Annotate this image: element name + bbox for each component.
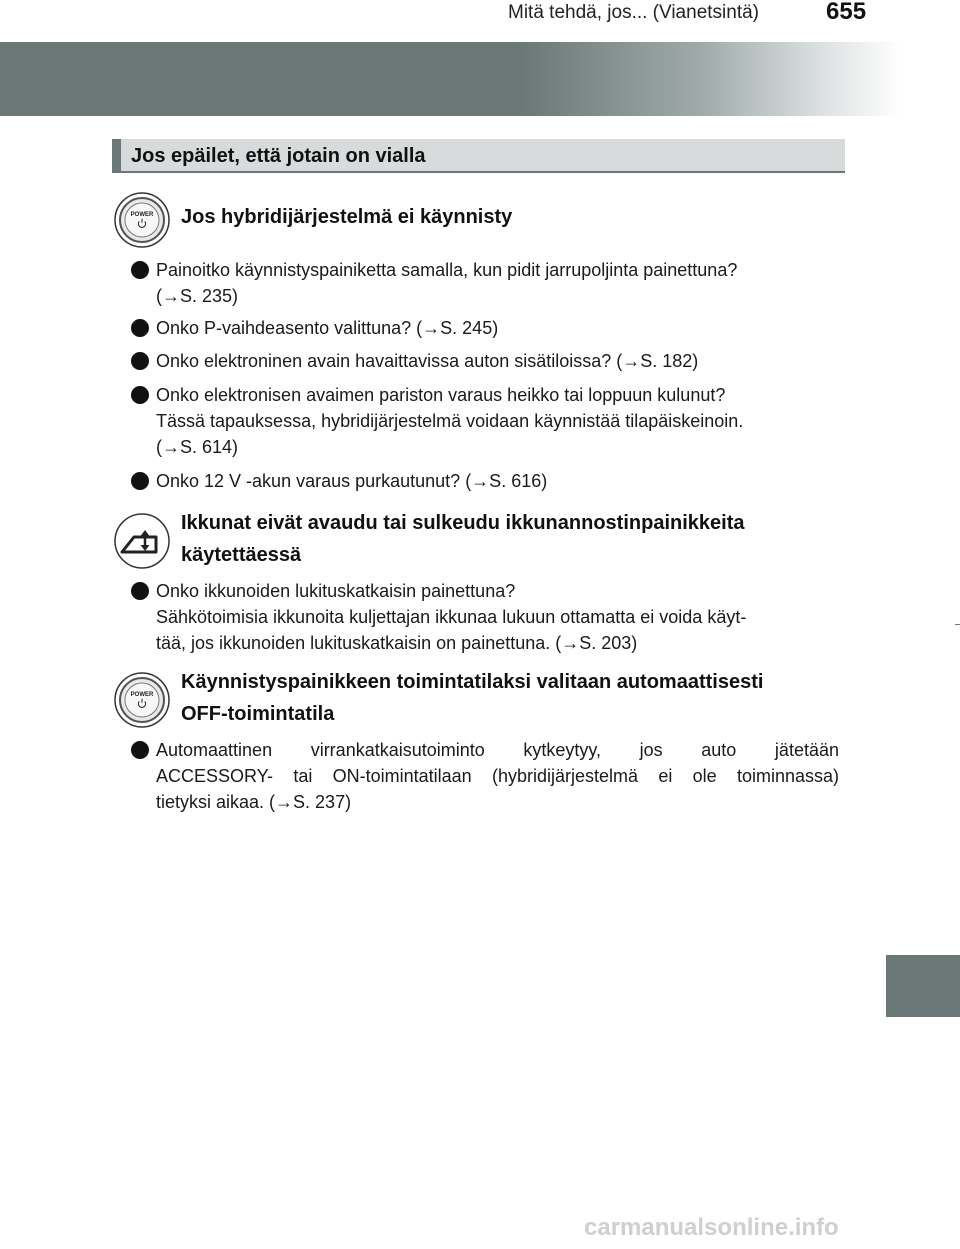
bullet-icon (131, 352, 149, 370)
power-button-icon (114, 672, 170, 728)
margin-tick (955, 624, 960, 625)
power-icon-label: POWER (130, 212, 154, 218)
list-item: Onko elektroninen avain havaittavissa auton sisätiloissa? (→S. 182) (156, 351, 699, 371)
section-title: Jos epäilet, että jotain on vialla (131, 145, 426, 167)
bullet-icon (131, 582, 149, 600)
list-item: Onko elektronisen avaimen pariston varaus heikko tai loppuun kulunut? Tässä tapauksessa, hybridijärjestelmä voidaan käynnistää tilapäiskeinoin. (→S. 614) (156, 385, 744, 457)
subsection-title: Ikkunat eivät avaudu tai sulkeudu ikkunannostinpainikkeita käytettäessä (181, 512, 745, 566)
running-header: Mitä tehdä, jos... (Vianetsintä) (508, 2, 759, 23)
section-header (112, 139, 845, 173)
list-item: Onko ikkunoiden lukituskatkaisin painettuna? Sähkötoimisia ikkunoita kuljettajan ikkunaa lukuun ottamatta ei voida käyt- tää, jos ikkunoiden lukituskatkaisin on painettuna. (→S. 203) (156, 581, 747, 653)
chapter-banner (0, 42, 900, 116)
bullet-icon (131, 741, 149, 759)
power-icon-label: POWER (130, 692, 154, 698)
power-button-icon (114, 192, 170, 248)
page-number: 655 (826, 0, 867, 25)
bullet-icon (131, 261, 149, 279)
bullet-icon (131, 319, 149, 337)
bullet-icon (131, 386, 149, 404)
list-item: Onko P-vaihdeasento valittuna? (→S. 245) (156, 318, 499, 338)
list-item: Automaattinen virrankatkaisutoiminto kytkeytyy, jos auto jätetään ACCESSORY- tai ON-toimintatilaan (hybridijärjestelmä ei ole toiminnassa) tietyksi aikaa. (→S. 237) (156, 740, 839, 812)
subsection-title: Jos hybridijärjestelmä ei käynnisty (181, 206, 513, 228)
chapter-thumb-tab (886, 955, 960, 1017)
list-item: Onko 12 V -akun varaus purkautunut? (→S. 616) (156, 471, 548, 491)
subsection-title: Käynnistyspainikkeen toimintatilaksi valitaan automaattisesti OFF-toimintatila (181, 671, 764, 725)
power-window-icon (114, 513, 170, 569)
watermark: carmanualsonline.info (584, 1214, 839, 1241)
bullet-icon (131, 472, 149, 490)
list-item: Painoitko käynnistyspainiketta samalla, kun pidit jarrupoljinta painettuna? (→S. 235) (156, 260, 738, 306)
